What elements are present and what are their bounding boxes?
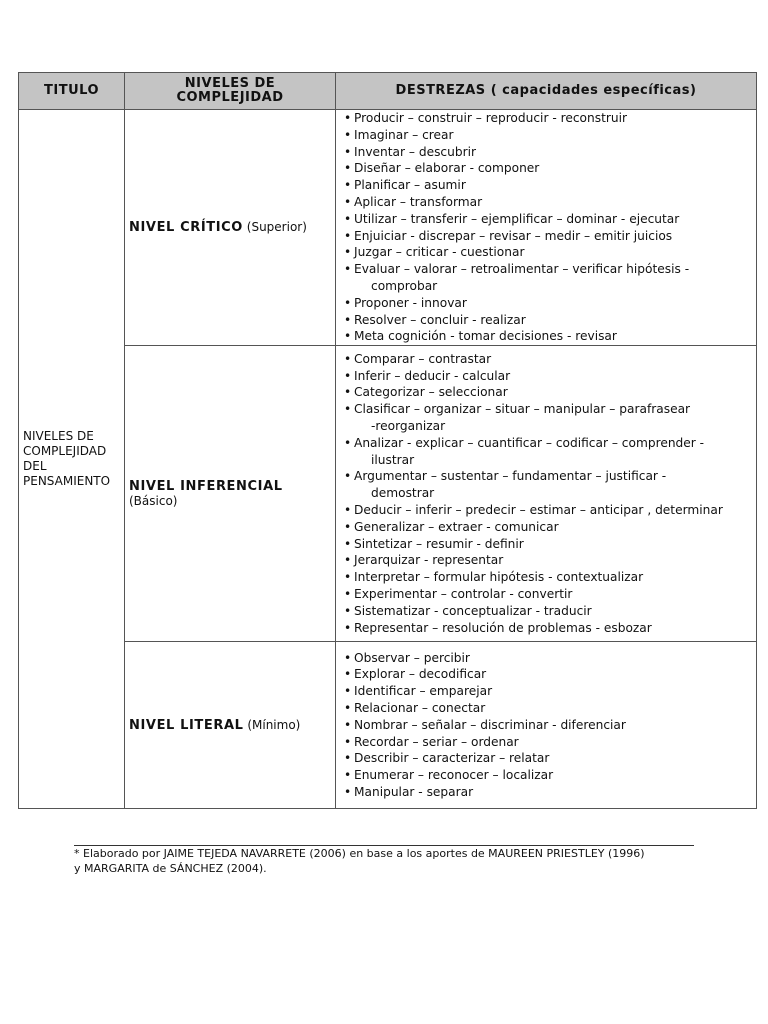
bullet-icon: • xyxy=(344,385,352,400)
bullet-icon: • xyxy=(344,161,352,176)
skill-text: Proponer - innovar xyxy=(354,295,467,310)
skill-text: Evaluar – valorar – retroalimentar – verificar hipótesis - xyxy=(354,262,690,277)
bullet-icon: • xyxy=(344,553,352,568)
level-name: NIVEL CRÍTICO xyxy=(129,220,243,236)
bullet-icon: • xyxy=(344,295,352,310)
skill-text-continuation: comprobar xyxy=(371,278,438,293)
table-row xyxy=(19,642,757,809)
skill-item xyxy=(339,177,753,194)
level-qualifier: (Básico) xyxy=(129,494,178,509)
bullet-icon: • xyxy=(344,667,352,682)
skill-item xyxy=(339,734,753,751)
skill-text: Comparar – contrastar xyxy=(354,351,492,366)
skill-item xyxy=(339,569,753,586)
skill-item xyxy=(339,368,753,385)
skill-item xyxy=(339,244,753,261)
bullet-icon: • xyxy=(344,519,352,534)
bullet-icon: • xyxy=(344,751,352,766)
bullet-icon: • xyxy=(344,111,352,125)
bullet-icon: • xyxy=(344,368,352,383)
skill-item xyxy=(339,160,753,177)
skill-item xyxy=(339,194,753,211)
header-destrezas: DESTREZAS ( capacidades específicas) xyxy=(336,73,757,110)
level-qualifier: (Superior) xyxy=(246,220,307,235)
skill-item xyxy=(339,603,753,620)
bullet-icon: • xyxy=(344,469,352,484)
skill-text: Recordar – seriar – ordenar xyxy=(354,734,519,749)
skill-item xyxy=(339,384,753,401)
skill-text: Planificar – asumir xyxy=(354,178,466,193)
skill-item xyxy=(339,717,753,734)
skill-text: Utilizar – transferir – ejemplificar – dominar - ejecutar xyxy=(354,211,680,226)
bullet-icon: • xyxy=(344,603,352,618)
skill-text-continuation: ilustrar xyxy=(371,452,415,467)
skill-text: Argumentar – sustentar – fundamentar – justificar - xyxy=(354,469,667,484)
skill-item xyxy=(339,144,753,161)
bullet-icon: • xyxy=(344,262,352,277)
skill-text: Relacionar – conectar xyxy=(354,700,486,715)
skills-list xyxy=(339,110,753,345)
bullet-icon: • xyxy=(344,620,352,635)
bullet-icon: • xyxy=(344,768,352,783)
level-cell-inferencial xyxy=(125,346,336,642)
skill-text: Clasificar – organizar – situar – manipular – parafrasear xyxy=(354,402,691,417)
skill-text: Producir – construir – reproducir - reconstruir xyxy=(354,111,627,125)
bullet-icon: • xyxy=(344,127,352,142)
bullet-icon: • xyxy=(344,784,352,799)
skill-item xyxy=(339,261,753,295)
bullet-icon: • xyxy=(344,570,352,585)
bullet-icon: • xyxy=(344,312,352,327)
skills-table xyxy=(18,72,757,809)
bullet-icon: • xyxy=(344,402,352,417)
bullet-icon: • xyxy=(344,587,352,602)
skill-item xyxy=(339,351,753,368)
skill-item xyxy=(339,750,753,767)
skill-item xyxy=(339,767,753,784)
skill-item xyxy=(339,683,753,700)
skill-item xyxy=(339,312,753,329)
skill-text: Explorar – decodificar xyxy=(354,667,487,682)
skill-text: Analizar - explicar – cuantificar – codificar – comprender - xyxy=(354,435,705,450)
skill-item xyxy=(339,401,753,435)
footnote-line: * Elaborado por JAIME TEJEDA NAVARRETE (2006) en base a los aportes de MAUREEN PRIESTLEY (1996) xyxy=(74,847,645,860)
skill-text: Imaginar – crear xyxy=(354,127,454,142)
skills-cell-inferencial xyxy=(336,346,757,642)
level-name: NIVEL LITERAL xyxy=(129,717,244,733)
skill-item xyxy=(339,519,753,536)
table-header-row xyxy=(19,73,757,110)
skill-text: Identificar – emparejar xyxy=(354,684,493,699)
skill-text: Experimentar – controlar - convertir xyxy=(354,587,573,602)
bullet-icon: • xyxy=(344,178,352,193)
skill-text: Generalizar – extraer - comunicar xyxy=(354,519,559,534)
skill-item xyxy=(339,700,753,717)
skill-item xyxy=(339,110,753,127)
skill-item xyxy=(339,228,753,245)
bullet-icon: • xyxy=(344,650,352,665)
header-niveles: NIVELES DE COMPLEJIDAD xyxy=(125,73,336,110)
bullet-icon: • xyxy=(344,700,352,715)
header-titulo: TITULO xyxy=(19,73,125,110)
footnote xyxy=(74,846,714,876)
skill-text: Enjuiciar - discrepar – revisar – medir – emitir juicios xyxy=(354,228,673,243)
bullet-icon: • xyxy=(344,245,352,260)
bullet-icon: • xyxy=(344,684,352,699)
skill-item xyxy=(339,784,753,801)
skill-item xyxy=(339,502,753,519)
title-cell xyxy=(19,110,125,809)
skill-text: Sintetizar – resumir - definir xyxy=(354,536,524,551)
skill-item xyxy=(339,536,753,553)
skill-text: Nombrar – señalar – discriminar - diferenciar xyxy=(354,717,626,732)
skill-text: Resolver – concluir - realizar xyxy=(354,312,526,327)
bullet-icon: • xyxy=(344,351,352,366)
skill-text: Manipular - separar xyxy=(354,784,474,799)
skill-item xyxy=(339,552,753,569)
title-line: DEL xyxy=(23,459,47,474)
bullet-icon: • xyxy=(344,717,352,732)
skill-item xyxy=(339,468,753,502)
bullet-icon: • xyxy=(344,194,352,209)
table-row xyxy=(19,110,757,346)
title-line: PENSAMIENTO xyxy=(23,474,111,489)
bullet-icon: • xyxy=(344,211,352,226)
level-cell-critico xyxy=(125,110,336,346)
level-qualifier: (Mínimo) xyxy=(247,717,301,732)
skill-item xyxy=(339,127,753,144)
skill-text: Interpretar – formular hipótesis - contextualizar xyxy=(354,570,644,585)
skill-item xyxy=(339,328,753,345)
bullet-icon: • xyxy=(344,144,352,159)
level-name: NIVEL INFERENCIAL xyxy=(129,479,283,495)
skill-text-continuation: -reorganizar xyxy=(371,419,446,434)
bullet-icon: • xyxy=(344,734,352,749)
bullet-icon: • xyxy=(344,228,352,243)
skill-text: Enumerar – reconocer – localizar xyxy=(354,768,554,783)
skill-item xyxy=(339,211,753,228)
bullet-icon: • xyxy=(344,503,352,518)
bullet-icon: • xyxy=(344,329,352,344)
skill-item xyxy=(339,295,753,312)
skills-list xyxy=(339,351,753,637)
skill-text: Inferir – deducir - calcular xyxy=(354,368,511,383)
skill-text: Categorizar – seleccionar xyxy=(354,385,508,400)
skill-text-continuation: demostrar xyxy=(371,486,435,501)
skill-item xyxy=(339,666,753,683)
skill-text: Aplicar – transformar xyxy=(354,194,483,209)
title-line: COMPLEJIDAD xyxy=(23,444,107,459)
skills-cell-literal xyxy=(336,642,757,809)
skill-text: Describir – caracterizar – relatar xyxy=(354,751,550,766)
skill-text: Meta cognición - tomar decisiones - revisar xyxy=(354,329,617,344)
skill-item xyxy=(339,586,753,603)
skills-list xyxy=(339,650,753,801)
table-row xyxy=(19,346,757,642)
title-line: NIVELES DE xyxy=(23,429,94,444)
skill-item xyxy=(339,650,753,667)
skill-text: Juzgar – criticar - cuestionar xyxy=(354,245,525,260)
bullet-icon: • xyxy=(344,536,352,551)
skill-item xyxy=(339,435,753,469)
skill-text: Deducir – inferir – predecir – estimar – anticipar , determinar xyxy=(354,503,723,518)
skill-text: Representar – resolución de problemas - esbozar xyxy=(354,620,652,635)
skill-text: Observar – percibir xyxy=(354,650,470,665)
skill-text: Diseñar – elaborar - componer xyxy=(354,161,540,176)
skills-cell-critico xyxy=(336,110,757,346)
footnote-line: y MARGARITA de SÁNCHEZ (2004). xyxy=(74,862,267,875)
skill-text: Sistematizar - conceptualizar - traducir xyxy=(354,603,592,618)
bullet-icon: • xyxy=(344,435,352,450)
skill-text: Jerarquizar - representar xyxy=(354,553,504,568)
skill-item xyxy=(339,620,753,637)
level-cell-literal xyxy=(125,642,336,809)
skill-text: Inventar – descubrir xyxy=(354,144,477,159)
